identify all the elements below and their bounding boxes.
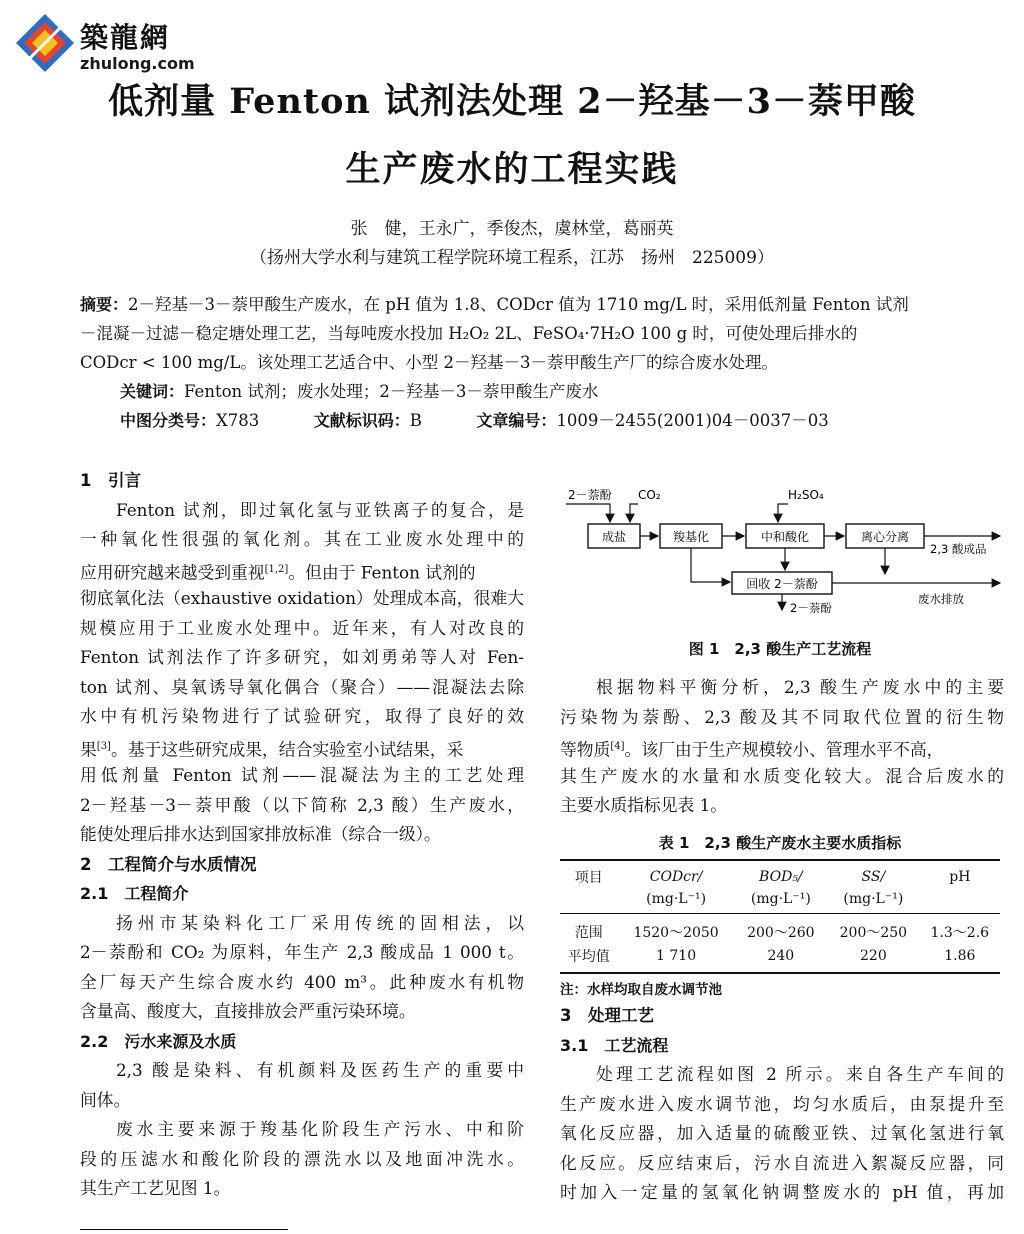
article-number-label: 文章编号： — [476, 411, 557, 430]
body-line: 其生产工艺见图 1。 — [80, 1178, 231, 1198]
paper-title-line2: 生产废水的工程实践 — [345, 149, 679, 190]
table-1 — [560, 832, 1000, 998]
product-output-label: 2,3 酸成品 — [930, 542, 987, 556]
body-line: 2－萘酚和 CO₂ 为原料，年生产 2,3 酸成品 1 000 t。 — [80, 942, 524, 962]
box-salt-label: 成盐 — [601, 530, 627, 544]
box-carboxylation-label: 羧基化 — [672, 530, 710, 544]
body-text: 。基于这些研究成果，结合实验室小试结果，采 — [110, 739, 464, 760]
table-header: 项目 — [560, 860, 618, 889]
body-line — [560, 732, 1004, 762]
footnote-rule — [80, 1229, 288, 1230]
table-cell: 平均值 — [560, 944, 618, 973]
table-cell: 200～260 — [747, 925, 815, 941]
body-text: 应用研究越来越受到重视 — [80, 562, 265, 583]
table-1-note: 注：水样均取自废水调节池 — [560, 982, 722, 998]
authors: 张 健，王永广，季俊杰，虞林堂，葛丽英 — [350, 219, 674, 239]
body-line: 规模应用于工业废水处理中。近年来，有人对改良的 — [80, 617, 524, 638]
left-column — [80, 466, 524, 1204]
paper-title-line1: 低剂量 Fenton 试剂法处理 2－羟基－3－萘甲酸 — [108, 81, 916, 122]
clc-label: 中图分类号： — [120, 411, 217, 430]
table-unit: (mg·L⁻¹) — [618, 889, 735, 914]
table-cell: 200～250 — [839, 925, 908, 941]
arrow-co2-in — [630, 504, 638, 522]
body-line: 2－羟基－3－萘甲酸（以下简称 2,3 酸）生产废水， — [80, 794, 524, 815]
table-row — [560, 914, 1000, 945]
input-naphthol-label: 2－萘酚 — [568, 488, 612, 502]
table-header: CODcr/ — [618, 860, 735, 889]
body-line: 全厂每天产生综合废水约 400 m³。此种废水有机物 — [80, 971, 524, 992]
doc-code-label: 文献标识码： — [313, 411, 410, 430]
figure-1-flowchart — [560, 486, 1010, 616]
citation: [4] — [610, 741, 625, 752]
logo-name: 築龍網 — [80, 21, 171, 54]
body-line: 其生产废水的水量和水质变化较大。混合后废水的 — [560, 765, 1004, 786]
keywords-label: 关键词： — [120, 382, 185, 401]
body-line: 间体。 — [80, 1089, 131, 1110]
table-header: BOD₅/ — [735, 860, 828, 889]
body-line: 含量高、酸度大，直接排放会严重污染环境。 — [80, 1001, 416, 1021]
article-number-value: 1009－2455(2001)04－0037－03 — [556, 411, 829, 430]
table-cell: 1.86 — [920, 944, 1000, 973]
body-line: 化反应。反应结束后，污水自流进入絮凝反应器，同 — [560, 1152, 1004, 1173]
section-1-heading: 1 引言 — [80, 471, 141, 490]
site-logo — [14, 12, 195, 74]
water-quality-table — [560, 859, 1000, 974]
body-line: 污染物为萘酚、2,3 酸及其不同取代位置的衍生物 — [560, 706, 1004, 727]
body-line: 扬州市某染料化工厂采用传统的固相法，以 — [116, 912, 524, 933]
abstract-line-1 — [80, 290, 1008, 319]
doc-code-value: B — [409, 411, 422, 430]
arrow-h2so4-in — [778, 504, 788, 522]
table-cell: 1 710 — [618, 944, 735, 973]
section-2-1-heading: 2.1 工程简介 — [80, 884, 189, 903]
body-line: Fenton 试剂，即过氧化氢与亚铁离子的复合，是 — [116, 499, 524, 520]
citation: [3] — [96, 740, 111, 752]
table-unit — [920, 889, 1000, 914]
body-text: 。该厂由于生产规模较小、管理水平不高， — [624, 739, 944, 760]
table-header: pH — [920, 860, 1000, 889]
body-line: 用低剂量 Fenton 试剂——混凝法为主的工艺处理 — [80, 765, 524, 785]
box-recover-label: 回收 2－萘酚 — [746, 577, 818, 591]
abstract-line-3: CODcr < 100 mg/L。该处理工艺适合中、小型 2－羟基－3－萘甲酸生产厂的综合废水处理。 — [80, 353, 779, 372]
body-line: ton 试剂、臭氧诱导氧化偶合（聚合）——混凝法去除 — [80, 676, 524, 697]
body-text: 。但由于 Fenton 试剂的 — [288, 562, 476, 583]
body-line: 处理工艺流程如图 2 所示。来自各生产车间的 — [596, 1064, 1004, 1084]
classification — [120, 406, 1024, 435]
table-unit: (mg·L⁻¹) — [827, 889, 920, 914]
section-2-heading: 2 工程简介与水质情况 — [80, 854, 257, 874]
table-header: SS/ — [827, 860, 920, 889]
input-h2so4-label: H₂SO₄ — [788, 488, 824, 502]
figure-1-caption: 图 1 2,3 酸生产工艺流程 — [688, 640, 872, 658]
body-line: 段的压滤水和酸化阶段的漂洗水以及地面冲洗水。 — [80, 1148, 524, 1169]
body-line: 2,3 酸是染料、有机颜料及医药生产的重要中 — [116, 1060, 524, 1080]
abstract-line-2: －混凝－过滤－稳定塘处理工艺，当每吨废水投加 H₂O₂ 2L、FeSO₄·7H₂O 100 g 时，可使处理后排水的 — [80, 324, 858, 343]
body-line: 氧化反应器，加入适量的硫酸亚铁、过氧化氢进行氧 — [560, 1123, 1004, 1143]
body-line: 彻底氧化法（exhaustive oxidation）处理成本高，很难大 — [80, 588, 524, 608]
keywords-text: Fenton 试剂；废水处理；2－羟基－3－萘甲酸生产废水 — [184, 382, 599, 401]
body-line: 时加入一定量的氢氧化钠调整废水的 pH 值，再加 — [560, 1182, 1004, 1202]
clc-value: X783 — [216, 411, 260, 430]
body-line: Fenton 试剂法作了许多研究，如刘勇弟等人对 Fen- — [80, 647, 524, 667]
body-line: 生产废水进入废水调节池，均匀水质后，由泵提升至 — [560, 1093, 1004, 1114]
body-line: 水中有机污染物进行了试验研究，取得了良好的效 — [80, 706, 524, 726]
section-2-2-heading: 2.2 污水来源及水质 — [80, 1031, 237, 1051]
affiliation: （扬州大学水利与建筑工程学院环境工程系，江苏 扬州 225009） — [250, 248, 774, 268]
box-centrifuge-label: 离心分离 — [860, 530, 910, 544]
table-cell: 220 — [827, 944, 920, 973]
table-cell: 1520～2050 — [633, 925, 719, 941]
naphthol-output-label: 2－萘酚 — [790, 601, 832, 615]
table-1-caption: 表 1 2,3 酸生产废水主要水质指标 — [658, 834, 902, 852]
body-line — [80, 555, 524, 585]
body-line: 根据物料平衡分析，2,3 酸生产废水中的主要 — [596, 677, 1004, 697]
table-cell: 范围 — [574, 925, 603, 941]
section-3-1-heading: 3.1 工艺流程 — [560, 1035, 669, 1055]
logo-mark-icon — [14, 12, 76, 74]
section-3-heading: 3 处理工艺 — [560, 1006, 654, 1025]
right-column-para — [560, 673, 1004, 821]
waste-output-label: 废水排放 — [918, 592, 964, 606]
body-line: 主要水质指标见表 1。 — [560, 795, 728, 815]
right-column-section-3 — [560, 1001, 1004, 1208]
table-unit — [560, 889, 618, 914]
table-cell: 1.3～2.6 — [930, 925, 990, 941]
table-unit: (mg·L⁻¹) — [735, 889, 828, 914]
body-text: 果 — [80, 739, 97, 760]
citation: [1,2] — [264, 563, 289, 575]
logo-url: zhulong.com — [80, 54, 195, 73]
keywords — [120, 377, 1024, 406]
body-line — [80, 732, 524, 762]
table-cell: 240 — [735, 944, 828, 973]
body-line: 一种氧化性很强的氧化剂。其在工业废水处理中的 — [80, 529, 524, 549]
arrow-naphthol-in — [566, 504, 610, 522]
abstract-label: 摘要： — [80, 295, 129, 314]
abstract-text-1: 2－羟基－3－萘甲酸生产废水，在 pH 值为 1.8、CODcr 值为 1710 mg/L 时，采用低剂量 Fenton 试剂 — [128, 295, 909, 314]
table-row — [560, 944, 1000, 973]
body-text: 等物质 — [560, 739, 611, 760]
input-co2-label: CO₂ — [638, 488, 661, 502]
arrow-carbox-to-recover — [691, 548, 730, 582]
box-neutral-label: 中和酸化 — [760, 530, 810, 544]
body-line: 能使处理后排水达到国家排放标准（综合一级）。 — [80, 824, 441, 844]
body-line: 废水主要来源于羧基化阶段生产污水、中和阶 — [116, 1119, 524, 1139]
